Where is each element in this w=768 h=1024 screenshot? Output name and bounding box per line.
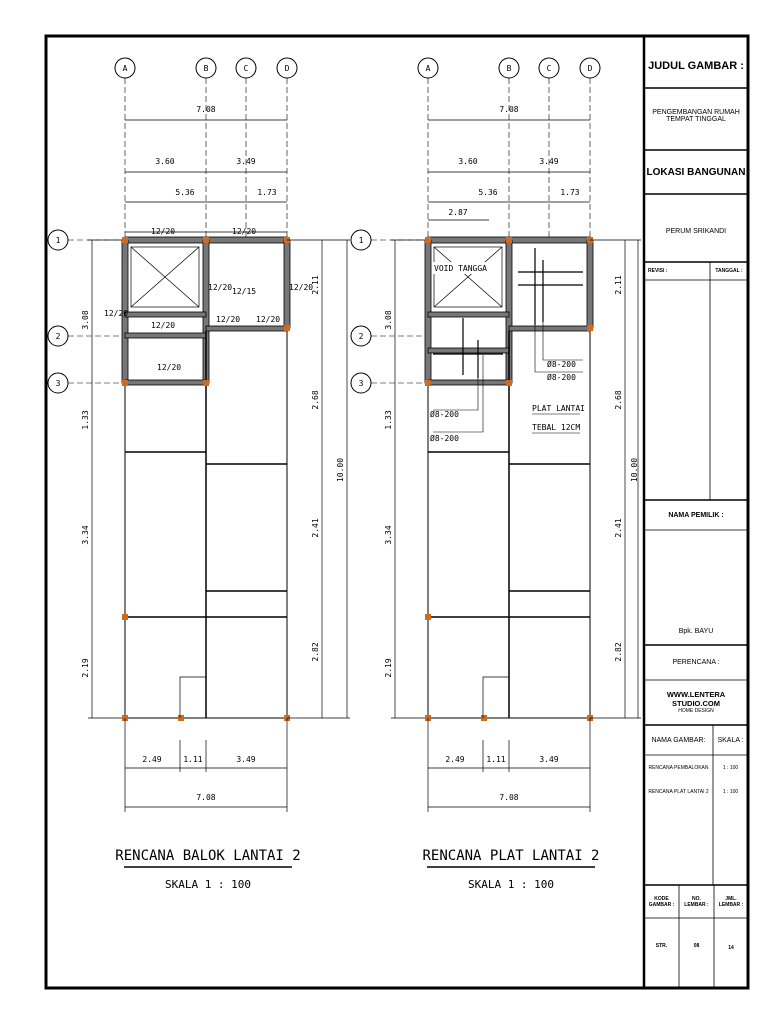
no-header-1: NO. bbox=[692, 896, 701, 902]
rebar-label: Ø8-200 bbox=[430, 434, 459, 443]
dim-b-d: 3.49 bbox=[539, 157, 559, 166]
pemilik-value: Bpk. BAYU bbox=[678, 627, 714, 635]
plate-label: PLAT LANTAI bbox=[532, 404, 585, 413]
dim-right-1: 2.11 bbox=[311, 275, 320, 295]
dim-bottom-2: 1.11 bbox=[183, 755, 203, 764]
dim-right-2: 2.68 bbox=[311, 390, 320, 410]
judul-text bbox=[644, 96, 748, 136]
dim-left-2: 1.33 bbox=[81, 410, 90, 430]
beam-label: 12/20 bbox=[151, 227, 176, 236]
dim-c-d: 1.73 bbox=[257, 188, 277, 197]
kode-header-1: KODE bbox=[654, 896, 669, 902]
dim-right-3: 2.41 bbox=[614, 518, 623, 538]
dim-bottom-3: 3.49 bbox=[236, 755, 256, 764]
grid-col-a bbox=[418, 58, 438, 240]
dim-left-3: 3.34 bbox=[384, 525, 393, 545]
grid-col-c bbox=[539, 58, 559, 240]
svg-text:3: 3 bbox=[358, 379, 364, 388]
kode-value: STR. bbox=[655, 943, 668, 949]
plan-title: RENCANA BALOK LANTAI 2 bbox=[115, 848, 301, 864]
svg-text:C: C bbox=[243, 64, 249, 73]
svg-text:2: 2 bbox=[55, 332, 61, 341]
plate-thickness: TEBAL 12CM bbox=[532, 423, 581, 432]
jml-value: 14 bbox=[728, 945, 734, 951]
judul-line-1: PENGEMBANGAN RUMAH bbox=[652, 109, 740, 116]
skala-2: 1 : 100 bbox=[722, 789, 739, 795]
rebar-label: Ø8-200 bbox=[547, 360, 576, 369]
rebar-label: Ø8-200 bbox=[430, 410, 459, 419]
judul-line-2: TEMPAT TINGGAL bbox=[666, 116, 726, 123]
dim-right-total: 10.00 bbox=[630, 457, 639, 483]
svg-text:B: B bbox=[203, 64, 209, 73]
dim-a-b: 3.60 bbox=[458, 157, 478, 166]
void-label: VOID TANGGA bbox=[434, 264, 487, 273]
jml-header-1: JML. bbox=[725, 896, 737, 902]
perencana-block bbox=[644, 684, 748, 720]
dim-total-top: 7.08 bbox=[499, 105, 519, 114]
dim-right-2: 2.68 bbox=[614, 390, 623, 410]
kode-header-2: GAMBAR : bbox=[648, 902, 675, 908]
dim-left-1: 3.08 bbox=[384, 310, 393, 330]
step-line bbox=[180, 677, 206, 718]
stair-void bbox=[434, 247, 502, 307]
svg-text:2: 2 bbox=[358, 332, 364, 341]
dim-a-b: 3.60 bbox=[155, 157, 175, 166]
dim-right-4: 2.82 bbox=[311, 642, 320, 662]
grid-col-c bbox=[236, 58, 256, 240]
beam-label: 12/20 bbox=[216, 315, 241, 324]
dim-right-4: 2.82 bbox=[614, 642, 623, 662]
grid-row-3 bbox=[351, 373, 428, 393]
svg-text:B: B bbox=[506, 64, 512, 73]
plan-balok bbox=[48, 58, 350, 891]
grid-col-d bbox=[580, 58, 600, 240]
lokasi-header: LOKASI BANGUNAN bbox=[646, 166, 746, 178]
no-header-2: LEMBAR : bbox=[684, 902, 709, 908]
dim-left-4: 2.19 bbox=[81, 658, 90, 678]
beam-label: 12/20 bbox=[256, 315, 281, 324]
dim-right-1: 2.11 bbox=[614, 275, 623, 295]
gambar-2: RENCANA PLAT LANTAI 2 bbox=[648, 789, 709, 795]
dim-left-2: 1.33 bbox=[384, 410, 393, 430]
rebar-label: Ø8-200 bbox=[547, 373, 576, 382]
dim-right-total: 10.00 bbox=[336, 457, 345, 483]
plan-title: RENCANA PLAT LANTAI 2 bbox=[422, 848, 600, 864]
beam-label: 12/20 bbox=[289, 283, 314, 292]
grid-col-b bbox=[196, 58, 216, 240]
dim-bottom-1: 2.49 bbox=[445, 755, 465, 764]
plan-plat bbox=[351, 58, 641, 891]
beam-label: 12/20 bbox=[151, 321, 176, 330]
revisi-label: REVISI : bbox=[648, 268, 668, 274]
beam-label: 12/20 bbox=[157, 363, 182, 372]
grid-col-d bbox=[277, 58, 297, 240]
dim-bottom-3: 3.49 bbox=[539, 755, 559, 764]
dim-bottom-total: 7.08 bbox=[499, 793, 519, 802]
dim-total-top: 7.08 bbox=[196, 105, 216, 114]
svg-text:A: A bbox=[425, 64, 431, 73]
judul-header: JUDUL GAMBAR : bbox=[648, 60, 744, 72]
dim-left-1: 3.08 bbox=[81, 310, 90, 330]
beam-label: 12/15 bbox=[232, 287, 257, 296]
svg-text:1: 1 bbox=[55, 236, 61, 245]
dim-a-c: 5.36 bbox=[478, 188, 498, 197]
beam-label: 12/20 bbox=[104, 309, 129, 318]
thin-beams bbox=[125, 331, 287, 718]
skala-1: 1 : 100 bbox=[722, 765, 739, 771]
grid-row-3 bbox=[48, 373, 125, 393]
jml-header bbox=[714, 887, 748, 917]
skala-header: SKALA : bbox=[717, 736, 744, 744]
sheet-border bbox=[46, 36, 748, 988]
svg-text:D: D bbox=[284, 64, 290, 73]
dim-bottom-1: 2.49 bbox=[142, 755, 162, 764]
tanggal-label: TANGGAL : bbox=[715, 268, 743, 274]
beam-label: 12/20 bbox=[232, 227, 257, 236]
svg-text:1: 1 bbox=[358, 236, 364, 245]
dim-right-3: 2.41 bbox=[311, 518, 320, 538]
no-header bbox=[679, 887, 714, 917]
dim-b-d: 3.49 bbox=[236, 157, 256, 166]
stair-void bbox=[131, 247, 199, 307]
thin-beams bbox=[428, 331, 590, 718]
dim-a-c: 5.36 bbox=[175, 188, 195, 197]
nama-gambar-header: NAMA GAMBAR: bbox=[651, 736, 706, 744]
jml-header-2: LEMBAR : bbox=[718, 902, 744, 908]
perencana-website: WWW.LENTERA STUDIO.COM bbox=[666, 690, 726, 708]
svg-text:A: A bbox=[122, 64, 128, 73]
no-value: 08 bbox=[693, 943, 700, 949]
gambar-1: RENCANA PEMBALOKAN bbox=[648, 765, 709, 771]
plan-scale: SKALA 1 : 100 bbox=[467, 878, 555, 891]
kode-header bbox=[644, 887, 679, 917]
grid-col-b bbox=[499, 58, 519, 240]
beam-label: 12/20 bbox=[208, 283, 233, 292]
dim-bottom-total: 7.08 bbox=[196, 793, 216, 802]
dim-left-3: 3.34 bbox=[81, 525, 90, 545]
plan-scale: SKALA 1 : 100 bbox=[164, 878, 252, 891]
svg-text:C: C bbox=[546, 64, 552, 73]
grid-col-a bbox=[115, 58, 135, 240]
dim-void: 2.87 bbox=[448, 208, 468, 217]
step-line bbox=[483, 677, 509, 718]
svg-text:3: 3 bbox=[55, 379, 61, 388]
dim-c-d: 1.73 bbox=[560, 188, 580, 197]
lokasi-value: PERUM SRIKANDI bbox=[665, 227, 727, 235]
pemilik-header: NAMA PEMILIK : bbox=[668, 511, 724, 519]
dim-bottom-2: 1.11 bbox=[486, 755, 506, 764]
dim-left-4: 2.19 bbox=[384, 658, 393, 678]
svg-text:D: D bbox=[587, 64, 593, 73]
title-block bbox=[644, 36, 748, 988]
perencana-sub: HOME DESIGN bbox=[678, 708, 714, 714]
perencana-header: PERENCANA : bbox=[672, 659, 720, 666]
